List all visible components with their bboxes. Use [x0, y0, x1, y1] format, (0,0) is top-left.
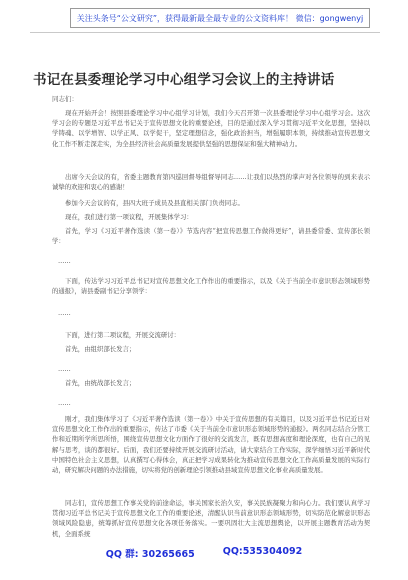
promo-banner: 关注头条号“公文研究”，获得最新最全最专业的公文资料库！ 微信：gongwenyj — [70, 8, 370, 28]
header-divider — [30, 32, 380, 33]
qq-label: QQ:535304092 — [222, 546, 303, 557]
footer-contacts — [0, 546, 408, 560]
paragraph-second-study: 下面，传达学习习近平总书记对宣传思想文化工作作出的重要指示，以及《关于当前全市意识形态领域形势的通报》，请县委副书记分享领学： — [52, 277, 370, 296]
paragraph-speaker-one: 首先，由组织部长发言； — [65, 345, 136, 353]
ellipsis-divider: …… — [58, 309, 71, 317]
ellipsis-divider: …… — [58, 257, 71, 265]
qq-group-label: QQ 群: 30265665 — [105, 549, 195, 560]
paragraph-summary: 刚才，我们集体学习了《习近平著作选读（第一卷）》中关于宣传思想的有关篇目，以及习近平总书记近日对宣传思想文化工作作出的重要指示，传达了市委《关于当前全市意识形态领域形势的通报》。两名同志结合分管工作和近期所学所思所悟，围绕宣传思想文化方面作了很好的交流发言，既有思想高度和理论深度，也有自己的见解与思考，谈的都很好。后面，我们还要持续开展交流研讨活动，请大家结合工作实际，深学细悟习近平新时代中国特色社会主义思想，认真撰写心得体会，真正把学习成果转化为推动宣传思想文化工作高质量发展的实际行动，研究解决问题的办法措施，切实将党的创新理论引领推动县域宣传思想文化事业高质量发展。 — [52, 415, 370, 475]
ellipsis-divider: …… — [58, 399, 71, 407]
salutation: 同志们： — [52, 95, 78, 103]
document-title: 书记在县委理论学习中心组学习会议上的主持讲话 — [33, 72, 335, 88]
paragraph-speaker-two: 首先，由统战部长发言； — [65, 379, 136, 387]
paragraph-attendees: 参加今天会议的有，县四大班子成员及县直相关部门负责同志。 — [65, 199, 244, 207]
paragraph-first-study: 首先，学习《习近平著作选读（第一卷）》节选内容“把宣传思想工作做得更好”，请县委常委、宣传部长领学： — [52, 227, 370, 246]
paragraph-requirements: 同志们，宣传思想工作事关党的前途命运，事关国家长治久安，事关民族凝聚力和向心力。我们要认真学习贯彻习近平总书记关于宣传思想文化工作的重要论述，清醒认识当前意识形态领域形势，切实防范化解意识形态领域风险隐患，统筹抓好宣传思想文化各项任务落实。一要巩固壮大主流思想舆论，以开展主题教育活动为契机，全面系统 — [52, 499, 370, 538]
paragraph-agenda-two: 下面，进行第二项议程，开展交流研讨： — [65, 331, 181, 339]
paragraph-agenda-one: 现在，我们进行第一项议程，开展集体学习： — [65, 213, 193, 221]
ellipsis-divider: …… — [58, 365, 71, 373]
paragraph-attendees-leaders: 出席今天会议的有，省委主题教育第四巡回督导组督导同志……让我们以热烈的掌声对各位领导的到来表示诚挚的欢迎和衷心的感谢！ — [52, 173, 370, 192]
paragraph-opening: 现在开始开会！按照县委理论学习中心组学习计划，我们今天召开第一次县委理论学习中心组学习会。这次学习会的专题是习近平总书记关于宣传思想文化的重要论述，目的是通过深入学习贯彻习近平文化思想，坚持以学铸魂、以学增智、以学正风、以学促干，坚定理想信念，强化政治担当，增强履职本领，持续推动宣传思想文化工作不断走深走实，为全县经济社会高质量发展提供坚强的思想保证和强大精神动力。 — [52, 109, 370, 148]
